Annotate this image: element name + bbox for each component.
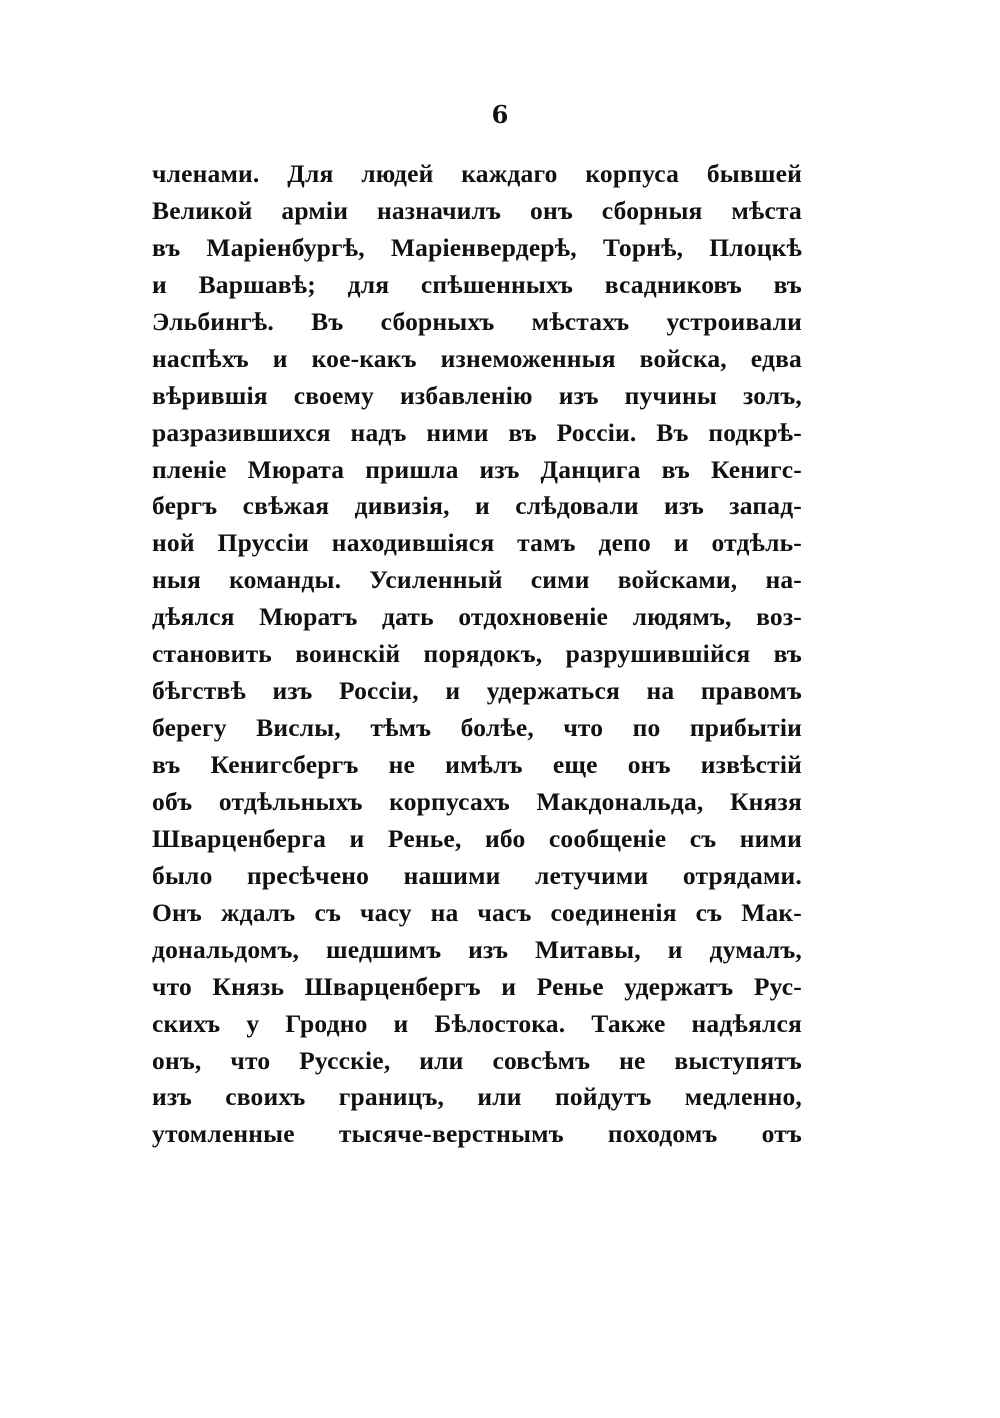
text-line: разразившихся надъ ними въ Россiи. Въ подкрѣ-: [152, 417, 802, 447]
page-number: 6: [491, 100, 509, 129]
text-line: Эльбингѣ. Въ сборныхъ мѣстахъ устроивали: [152, 306, 802, 336]
text-line: Великой армiи назначилъ онъ сборныя мѣста: [152, 195, 802, 225]
text-line: Онъ ждалъ съ часу на часъ соединенiя съ Мак-: [152, 897, 802, 927]
text-line: утомленные тысяче-верстнымъ походомъ отъ: [152, 1119, 802, 1149]
text-line: бергъ свѣжая дивизiя, и слѣдовали изъ запад-: [152, 491, 802, 521]
text-line: ныя команды. Усиленный сими войсками, на-: [152, 565, 802, 595]
text-line: вѣрившiя своему избавленiю изъ пучины золъ,: [152, 380, 802, 410]
text-line: Шварценберга и Ренье, ибо сообщенiе съ ними: [152, 823, 802, 853]
text-line: дональдомъ, шедшимъ изъ Митавы, и думалъ,: [152, 934, 802, 964]
text-line: дѣялся Мюратъ дать отдохновенiе людямъ, воз-: [152, 602, 802, 632]
text-line: изъ своихъ границъ, или пойдутъ медленно,: [152, 1082, 802, 1112]
text-line: въ Кенигсбергъ не имѣлъ еще онъ извѣстiй: [152, 750, 802, 779]
text-line: было пресѣчено нашими летучими отрядами.: [152, 860, 802, 890]
text-line: и Варшавѣ; для спѣшенныхъ всадниковъ въ: [152, 269, 802, 299]
text-line: пленiе Мюрата пришла изъ Данцига въ Кенигс-: [152, 454, 802, 484]
text-line: наспѣхъ и кое-какъ изнеможенныя войска, едва: [152, 343, 802, 373]
text-line: членами. Для людей каждаго корпуса бывшей: [152, 159, 802, 188]
text-line: онъ, что Русскiе, или совсѣмъ не выступятъ: [152, 1045, 802, 1075]
text-line: становить воинскiй порядокъ, разрушившiйся въ: [152, 639, 802, 669]
body-text: [152, 156, 802, 1153]
text-line: объ отдѣльныхъ корпусахъ Макдональда, Князя: [152, 786, 802, 816]
text-line: ной Пруссiи находившiяся тамъ депо и отдѣль-: [152, 528, 802, 558]
text-line: берегу Вислы, тѣмъ болѣе, что по прибытiи: [152, 713, 802, 743]
text-line: бѣгствѣ изъ Россiи, и удержаться на правомъ: [152, 676, 802, 706]
text-line: что Князь Шварценбергъ и Ренье удержатъ Рус-: [152, 971, 802, 1001]
text-line: въ Марiенбургѣ, Марiенвердерѣ, Торнѣ, Плоцкѣ: [152, 232, 802, 262]
text-line: скихъ у Гродно и Бѣлостока. Также надѣялся: [152, 1008, 802, 1038]
